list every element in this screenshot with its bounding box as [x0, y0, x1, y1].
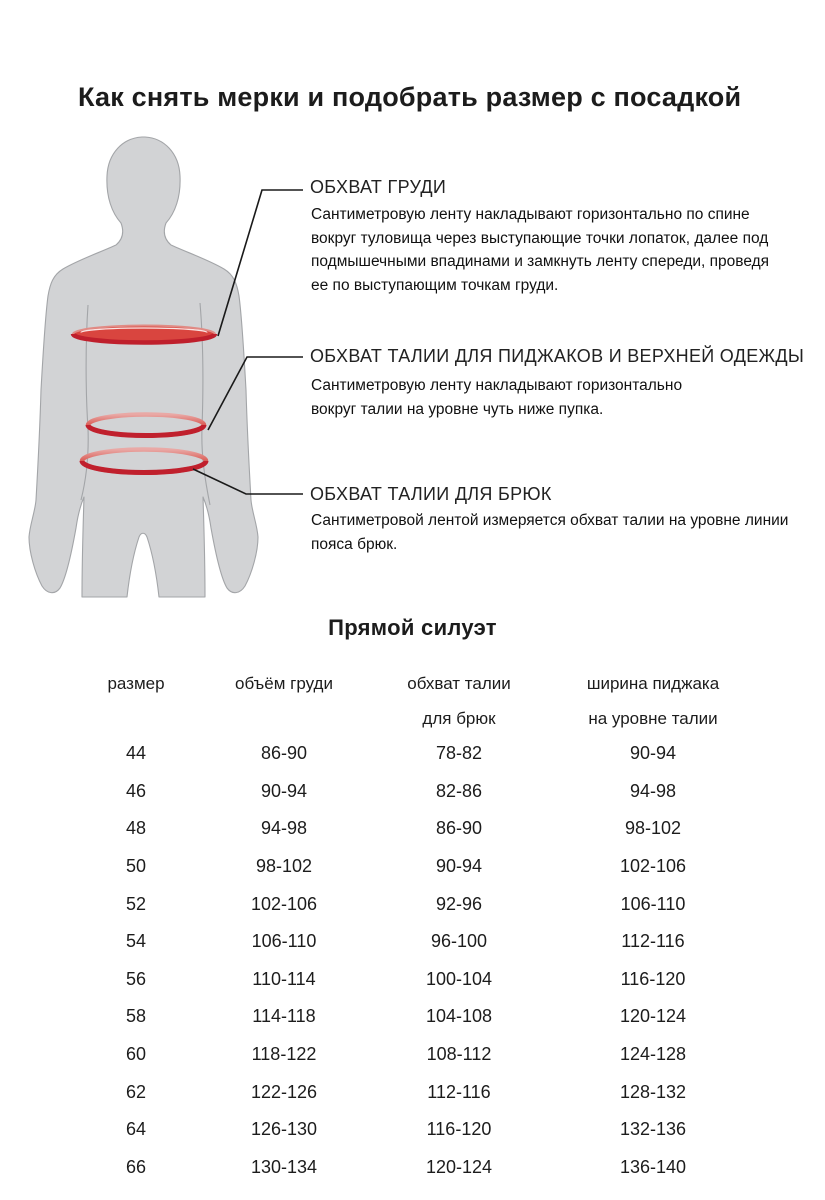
size-value: 62 [125, 1081, 147, 1102]
waist-range-value: 92-96 [435, 893, 483, 914]
chest-measure-description: Сантиметровую ленту накладывают горизонтально по спине вокруг туловища через выступающие точки лопаток, далее под подмышечными впадинами и замкнуть ленту спереди, проведя ее по выступающим точкам груди. [311, 206, 770, 294]
waist-range-value: 120-124 [425, 1156, 493, 1177]
size-value: 58 [125, 1006, 147, 1027]
jacket-range-value: 128-132 [619, 1081, 687, 1102]
chest-range-value: 110-114 [252, 968, 316, 989]
trouser-measure-description: Сантиметровой лентой измеряется обхват талии на уровне линии пояса брюк. [311, 512, 789, 553]
size-value: 50 [125, 856, 147, 877]
chest-range-value: 126-130 [250, 1119, 318, 1140]
waist-range-value: 78-82 [435, 743, 483, 764]
size-value: 60 [125, 1044, 147, 1065]
waist-range-value: 86-90 [435, 818, 483, 839]
jacket-range-value: 120-124 [619, 1006, 687, 1027]
column-header-chest-line2 [212, 701, 356, 736]
jacket-range-value: 116-120 [620, 968, 686, 989]
chest-measure-heading: ОБХВАТ ГРУДИ [310, 177, 447, 197]
waist-range-value: 90-94 [435, 856, 483, 877]
size-value: 44 [125, 743, 147, 764]
column-header-jacket: ширина пиджака [586, 673, 720, 693]
jacket-range-value: 98-102 [624, 818, 682, 839]
column-header-waist-line2: для брюк [422, 708, 496, 728]
size-value: 56 [125, 968, 147, 989]
size-table-title: Прямой силуэт [328, 615, 497, 640]
page-title: Как снять мерки и подобрать размер с посадкой [78, 82, 742, 112]
chest-range-value: 118-122 [251, 1044, 317, 1065]
size-value: 66 [125, 1156, 147, 1177]
chest-range-value: 86-90 [260, 743, 308, 764]
waist-range-value: 82-86 [435, 780, 483, 801]
column-header-size: размер [107, 673, 165, 693]
column-header-chest: объём груди [235, 673, 333, 693]
waist-range-value: 116-120 [426, 1119, 492, 1140]
chest-range-value: 130-134 [250, 1156, 318, 1177]
jacket-range-value: 132-136 [619, 1119, 687, 1140]
size-value: 48 [125, 818, 147, 839]
jacket-range-value: 90-94 [629, 743, 677, 764]
chest-range-value: 106-110 [251, 931, 317, 952]
body-silhouette [29, 137, 258, 597]
chest-band [73, 326, 215, 343]
waist-range-value: 108-112 [426, 1044, 492, 1065]
jacket-range-value: 94-98 [629, 780, 677, 801]
waist-range-value: 112-116 [427, 1081, 491, 1102]
waist-range-value: 96-100 [430, 931, 488, 952]
jacket-range-value: 106-110 [620, 893, 686, 914]
column-header-waist: обхват талии [407, 673, 511, 693]
column-header-size-line2 [60, 701, 212, 736]
jacket-range-value: 136-140 [619, 1156, 687, 1177]
chest-range-value: 122-126 [250, 1081, 318, 1102]
waist-range-value: 104-108 [425, 1006, 493, 1027]
size-value: 54 [125, 931, 147, 952]
chest-range-value: 90-94 [260, 780, 308, 801]
waist-measure-heading: ОБХВАТ ТАЛИИ ДЛЯ ПИДЖАКОВ И ВЕРХНЕЙ ОДЕЖДЫ [310, 346, 805, 366]
jacket-range-value: 102-106 [619, 856, 687, 877]
size-table-body [60, 735, 744, 1186]
size-value: 46 [125, 780, 147, 801]
size-table-header [60, 666, 744, 736]
waist-measure-description: Сантиметровую ленту накладывают горизонтально вокруг талии на уровне чуть ниже пупка. [311, 377, 683, 418]
chest-range-value: 94-98 [260, 818, 308, 839]
jacket-range-value: 112-116 [621, 931, 685, 952]
waist-range-value: 100-104 [425, 968, 493, 989]
chest-range-value: 114-118 [252, 1006, 316, 1027]
size-value: 52 [125, 893, 147, 914]
jacket-range-value: 124-128 [619, 1044, 687, 1065]
size-value: 64 [125, 1119, 147, 1140]
trouser-measure-heading: ОБХВАТ ТАЛИИ ДЛЯ БРЮК [310, 484, 552, 504]
chest-range-value: 102-106 [250, 893, 318, 914]
chest-range-value: 98-102 [255, 856, 313, 877]
column-header-jacket-line2: на уровне талии [588, 708, 718, 728]
